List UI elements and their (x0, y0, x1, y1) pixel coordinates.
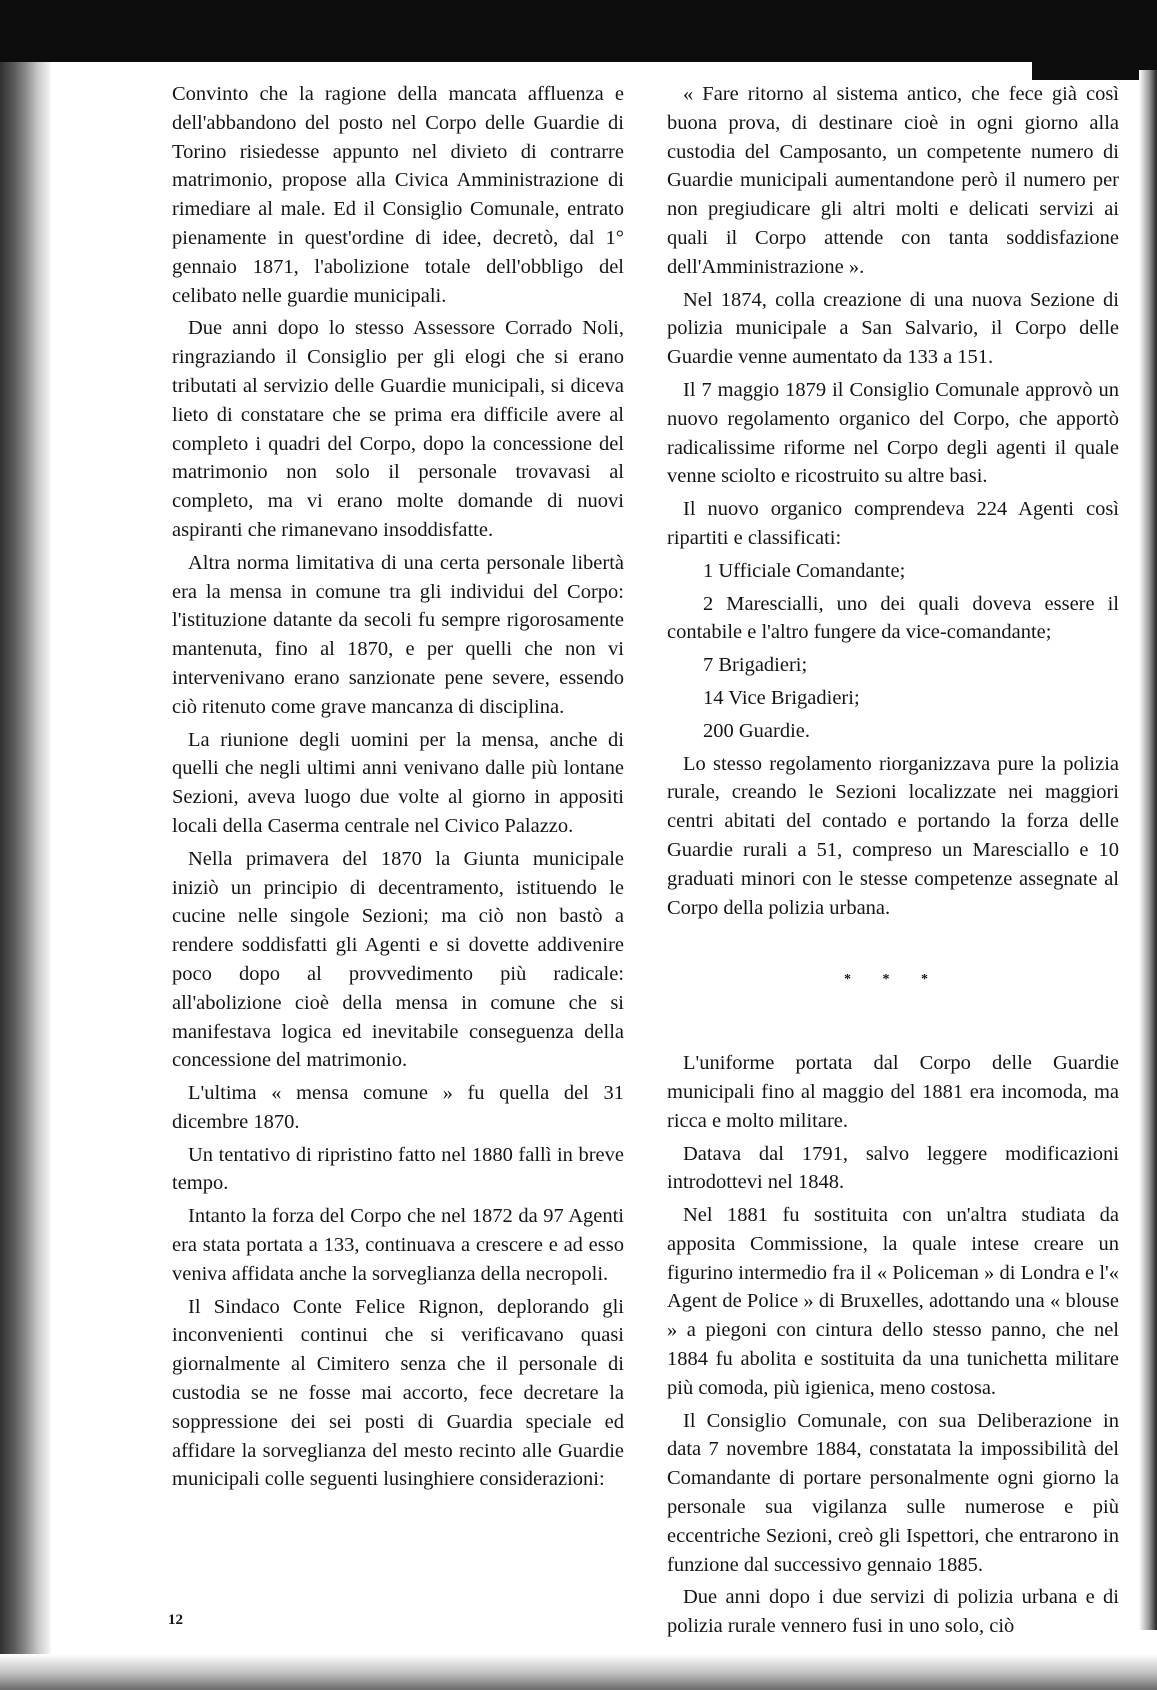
list-item: 200 Guardie. (703, 719, 811, 742)
scan-top-right-border (1032, 0, 1157, 80)
scan-bottom-shadow (0, 1654, 1157, 1690)
paragraph: Un tentativo di ripristino fatto nel 1880 fallì in breve tempo. (172, 1143, 624, 1195)
paragraph: Altra norma limitativa di una certa personale libertà era la mensa in comune tra gli individui del Corpo: l'istituzione datante da secoli fu sempre rigorosamente mantenuta, fino al 1870, e per quelli che non vi intervenivano erano sanzionate pene severe, essendo ciò ritenuto come grave mancanza di disciplina. (172, 551, 624, 718)
paragraph: Nella primavera del 1870 la Giunta municipale iniziò un principio di decentramento, istituendo le cucine nelle singole Sezioni; ma ciò non bastò a rendere soddisfatti gli Agenti e si dovette addivenire poco dopo al provvedimento più radicale: all'abolizione cioè della mensa in comune che si manifestava logica ed inevitabile conseguenza della concessione del matrimonio. (172, 847, 624, 1072)
scan-left-shadow (0, 0, 52, 1690)
quote-paragraph: « Fare ritorno al sistema antico, che fece già così buona prova, di destinare cioè in ogni giorno alla custodia del Camposanto, un competente numero di Guardie municipali aumentandone però il numero per non pregiudicare gli altri molti e delicati servizi ai quali il Corpo attende con tanta soddisfazione dell'Amministrazione ». (667, 83, 1119, 278)
paragraph: La riunione degli uomini per la mensa, anche di quelli che negli ultimi anni venivano dalle più lontane Sezioni, aveva luogo due volte al giorno in appositi locali della Caserma centrale nel Civico Palazzo. (172, 728, 624, 837)
paragraph: Nel 1874, colla creazione di una nuova Sezione di polizia municipale a San Salvario, il Corpo delle Guardie venne aumentato da 133 a 151. (667, 288, 1119, 369)
paragraph: L'ultima « mensa comune » fu quella del 31 dicembre 1870. (172, 1082, 624, 1133)
page-number: 12 (168, 1612, 183, 1628)
list-item: 2 Marescialli, uno dei quali doveva essere il contabile e l'altro fungere da vice-comandante; (667, 592, 1119, 644)
paragraph: Datava dal 1791, salvo leggere modificazioni introdottevi nel 1848. (667, 1142, 1119, 1194)
scan-top-border (0, 0, 1157, 62)
list-item: 14 Vice Brigadieri; (703, 686, 860, 709)
paragraph: Il nuovo organico comprendeva 224 Agenti così ripartiti e classificati: (667, 498, 1119, 549)
paragraph: Il 7 maggio 1879 il Consiglio Comunale approvò un nuovo regolamento organico del Corpo, che apportò radicalissime riforme nel Corpo degli agenti il quale venne sciolto e ricostruito su altre basi. (667, 378, 1119, 488)
list-item: 7 Brigadieri; (703, 654, 808, 677)
section-separator: * * * (844, 972, 942, 988)
paragraph: Il Sindaco Conte Felice Rignon, deplorando gli inconvenienti continui che si verificavano quasi giornalmente al Cimitero senza che il personale di custodia se ne fosse mai accorto, fece decretare la soppressione dei sei posti di Guardia speciale ed affidare la sorveglianza del mesto recinto alle Guardie municipali colle seguenti lusinghiere considerazioni: (172, 1295, 624, 1491)
paragraph: Nel 1881 fu sostituita con un'altra studiata da apposita Commissione, la quale intese creare un figurino intermedio fra il « Policeman » di Londra e l'« Agent de Police » di Bruxelles, adottando una « blouse » a piegoni con cintura dello stesso panno, che nel 1884 fu abolita e sostituita da una tunichetta militare più comoda, più igienica, meno costosa. (667, 1204, 1119, 1399)
scan-right-shadow (1139, 70, 1157, 1630)
paragraph: Convinto che la ragione della mancata affluenza e dell'abbandono del posto nel Corpo delle Guardie di Torino risiedesse appunto nel divieto di contrarre matrimonio, propose alla Civica Amministrazione di rimediare al male. Ed il Consiglio Comunale, entrato pienamente in quest'ordine di idee, decretò, dal 1° gennaio 1871, l'abolizione totale dell'obbligo del celibato nelle guardie municipali. (172, 83, 624, 307)
left-column (172, 80, 624, 1498)
paragraph: Due anni dopo i due servizi di polizia urbana e di polizia rurale vennero fusi in uno solo, ciò (667, 1586, 1119, 1638)
right-column (667, 80, 1119, 1645)
paragraph: Due anni dopo lo stesso Assessore Corrado Noli, ringraziando il Consiglio per gli elogi che si erano tributati al servizio delle Guardie municipali, si diceva lieto di constatare che se prima era difficile avere al completo i quadri del Corpo, dopo la concessione del matrimonio non solo il personale trovavasi al completo, ma vi erano molte domande di nuovi aspiranti che rimanevano insoddisfatte. (172, 317, 624, 541)
list-item: 1 Ufficiale Comandante; (703, 559, 906, 582)
paragraph: Il Consiglio Comunale, con sua Deliberazione in data 7 novembre 1884, constatata la impossibilità del Comandante di portare personalmente ogni giorno la personale sua vigilanza sulle numerose e più eccentriche Sezioni, creò gli Ispettori, che entrarono in funzione dal successivo gennaio 1885. (667, 1409, 1119, 1576)
paragraph: L'uniforme portata dal Corpo delle Guardie municipali fino al maggio del 1881 era incomoda, ma ricca e molto militare. (667, 1052, 1119, 1132)
paragraph: Lo stesso regolamento riorganizzava pure la polizia rurale, creando le Sezioni localizzate nei maggiori centri abitati del contado e portando la forza delle Guardie rurali a 51, compreso un Maresciallo e 10 graduati minori con le stesse competenze assegnate al Corpo della polizia urbana. (667, 752, 1119, 919)
paragraph: Intanto la forza del Corpo che nel 1872 da 97 Agenti era stata portata a 133, continuava a crescere e ad esso veniva affidata anche la sorveglianza della necropoli. (172, 1205, 624, 1285)
